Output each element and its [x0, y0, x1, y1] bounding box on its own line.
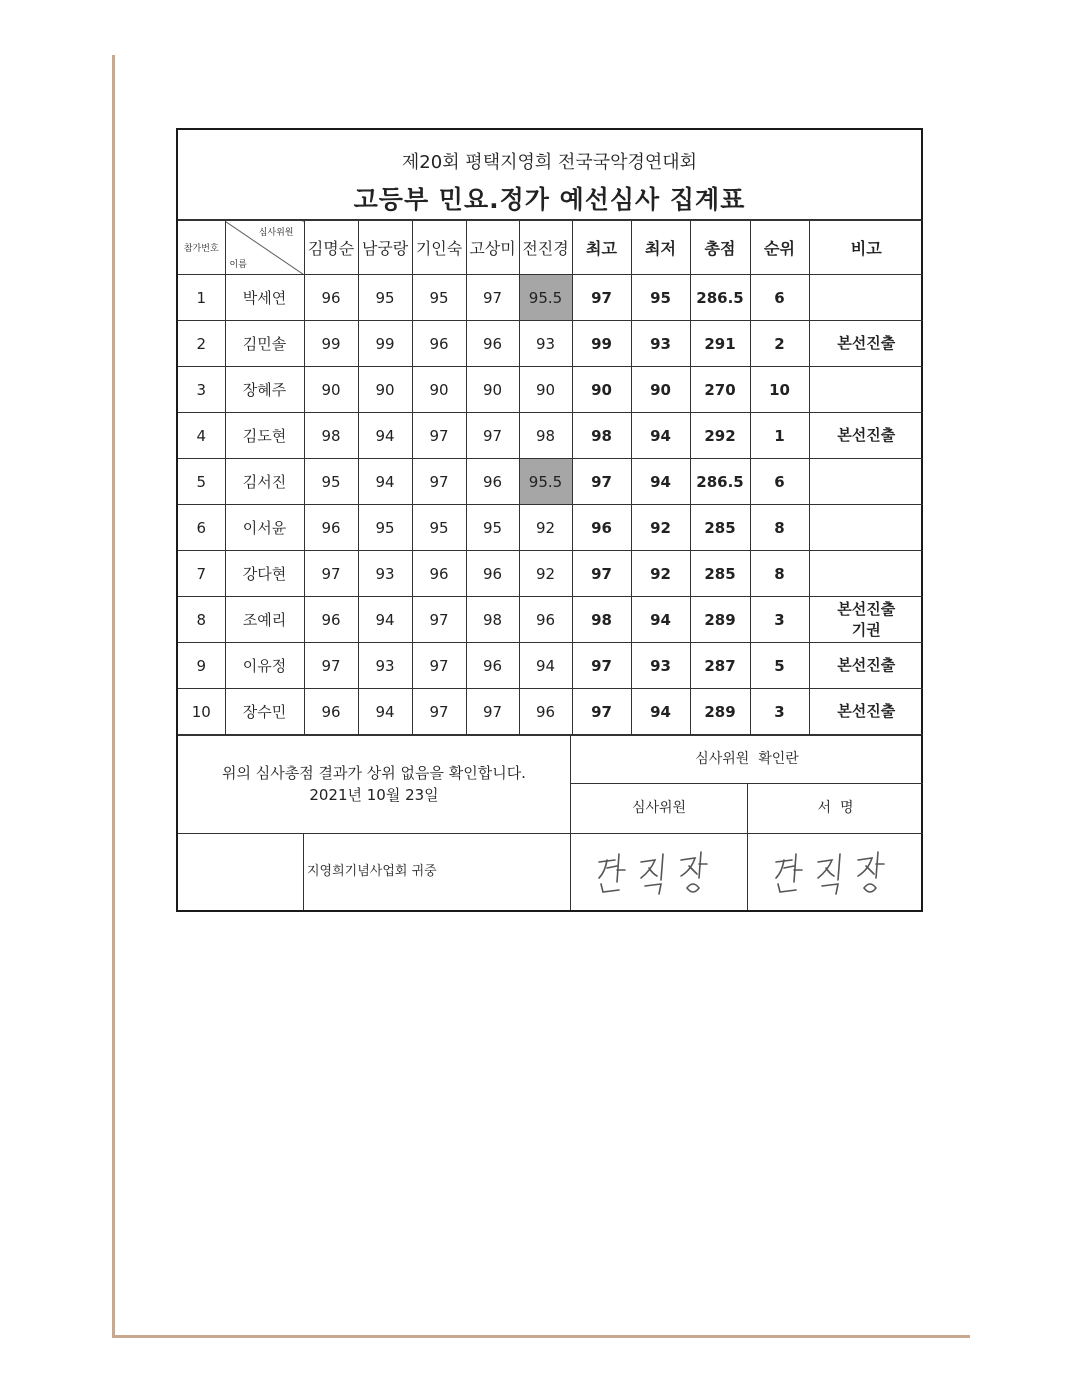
header-number: 참가번호 [178, 221, 225, 275]
total-score: 286.5 [690, 275, 750, 321]
min-score: 94 [631, 413, 690, 459]
judge-score: 97 [304, 551, 358, 597]
note-cell [809, 275, 923, 321]
max-score: 96 [572, 505, 631, 551]
participant-name: 장혜주 [225, 367, 304, 413]
header-diagonal [225, 221, 304, 275]
participant-name: 조예리 [225, 597, 304, 643]
signature-row [178, 833, 923, 910]
participant-name: 박세연 [225, 275, 304, 321]
judge-score: 98 [519, 413, 572, 459]
row-number: 4 [178, 413, 225, 459]
row-number: 1 [178, 275, 225, 321]
judge-score: 94 [358, 459, 412, 505]
judge-score: 96 [466, 643, 519, 689]
header-name-label: 이름 [229, 260, 247, 270]
note-cell [809, 413, 923, 459]
judge-score: 99 [358, 321, 412, 367]
judge-score: 97 [412, 413, 466, 459]
min-score: 94 [631, 597, 690, 643]
rank: 1 [750, 413, 809, 459]
judge-label: 심사위원 [571, 784, 748, 833]
judge-score: 94 [358, 413, 412, 459]
score-table [178, 220, 923, 735]
header-judge: 김명순 [304, 221, 358, 275]
blank-cell [178, 834, 304, 910]
note-cell [809, 459, 923, 505]
confirm-header: 심사위원 확인란 [571, 736, 923, 784]
row-number: 8 [178, 597, 225, 643]
judge-score: 97 [304, 643, 358, 689]
header-judge: 기인숙 [412, 221, 466, 275]
participant-name: 이서윤 [225, 505, 304, 551]
header-judge: 고상미 [466, 221, 519, 275]
participant-name: 장수민 [225, 689, 304, 735]
sign-label: 서 명 [817, 800, 854, 816]
rank: 8 [750, 551, 809, 597]
row-number: 7 [178, 551, 225, 597]
header-max: 최고 [572, 221, 631, 275]
handwritten-name [593, 848, 723, 898]
recipient: 지영희기념사업회 귀중 [304, 834, 571, 910]
judge-score: 96 [466, 321, 519, 367]
max-score: 98 [572, 597, 631, 643]
table-row [178, 643, 923, 689]
judge-score: 96 [412, 551, 466, 597]
rank: 3 [750, 597, 809, 643]
judge-score: 95 [466, 505, 519, 551]
row-number: 3 [178, 367, 225, 413]
document-subtitle: 제20회 평택지영희 전국국악경연대회 [401, 152, 698, 173]
table-header-row [178, 221, 923, 275]
min-score: 94 [631, 689, 690, 735]
judge-score: 97 [466, 689, 519, 735]
statement-text: 위의 심사총점 결과가 상위 없음을 확인합니다. [222, 764, 526, 782]
judge-score: 99 [304, 321, 358, 367]
score-sheet [176, 128, 923, 912]
judge-score: 97 [412, 643, 466, 689]
judge-score: 95 [304, 459, 358, 505]
judge-score: 94 [358, 689, 412, 735]
judge-score: 90 [519, 367, 572, 413]
header-judge: 전진경 [519, 221, 572, 275]
statement-date: 2021년 10월 23일 [309, 786, 439, 804]
rank: 6 [750, 275, 809, 321]
max-score: 97 [572, 459, 631, 505]
note-cell [809, 505, 923, 551]
judge-score: 94 [519, 643, 572, 689]
min-score: 95 [631, 275, 690, 321]
judge-score: 90 [358, 367, 412, 413]
row-number: 10 [178, 689, 225, 735]
row-number: 5 [178, 459, 225, 505]
total-score: 285 [690, 551, 750, 597]
row-number: 2 [178, 321, 225, 367]
min-score: 92 [631, 505, 690, 551]
max-score: 99 [572, 321, 631, 367]
note-cell [809, 367, 923, 413]
judge-score: 90 [304, 367, 358, 413]
header-rank: 순위 [750, 221, 809, 275]
participant-name: 강다현 [225, 551, 304, 597]
participant-name: 이유정 [225, 643, 304, 689]
rank: 5 [750, 643, 809, 689]
title-block [178, 130, 921, 220]
judge-score: 95 [358, 505, 412, 551]
total-score: 292 [690, 413, 750, 459]
note-cell [809, 597, 923, 643]
table-row [178, 505, 923, 551]
note-cell [809, 643, 923, 689]
note-cell [809, 321, 923, 367]
row-number: 9 [178, 643, 225, 689]
judge-score: 95 [412, 275, 466, 321]
row-number: 6 [178, 505, 225, 551]
min-score: 93 [631, 321, 690, 367]
judge-score: 96 [412, 321, 466, 367]
paper-edge-bottom [112, 1335, 970, 1338]
total-score: 285 [690, 505, 750, 551]
judge-score: 97 [412, 459, 466, 505]
header-min: 최저 [631, 221, 690, 275]
judge-score: 96 [519, 689, 572, 735]
judge-score: 96 [304, 275, 358, 321]
rank: 3 [750, 689, 809, 735]
note-text-2: 기권 [851, 620, 881, 639]
judge-score: 92 [519, 551, 572, 597]
header-note: 비고 [809, 221, 923, 275]
note-cell [809, 551, 923, 597]
min-score: 90 [631, 367, 690, 413]
participant-name: 김도현 [225, 413, 304, 459]
table-row [178, 321, 923, 367]
table-row [178, 551, 923, 597]
judge-score: 97 [466, 413, 519, 459]
header-judge: 남궁랑 [358, 221, 412, 275]
judge-score: 93 [358, 551, 412, 597]
judge-score: 93 [358, 643, 412, 689]
judge-score: 96 [304, 505, 358, 551]
max-score: 97 [572, 643, 631, 689]
total-score: 289 [690, 689, 750, 735]
judge-score: 90 [466, 367, 519, 413]
rank: 8 [750, 505, 809, 551]
max-score: 90 [572, 367, 631, 413]
judge-score: 96 [466, 551, 519, 597]
judge-score: 95.5 [519, 459, 572, 505]
note-cell [809, 689, 923, 735]
rank: 2 [750, 321, 809, 367]
min-score: 92 [631, 551, 690, 597]
total-score: 289 [690, 597, 750, 643]
judge-score: 96 [304, 689, 358, 735]
judge-score: 97 [412, 689, 466, 735]
judge-score: 96 [466, 459, 519, 505]
rank: 10 [750, 367, 809, 413]
max-score: 97 [572, 551, 631, 597]
table-row [178, 689, 923, 735]
judge-name-handwritten [571, 834, 748, 910]
judge-score: 98 [466, 597, 519, 643]
table-row [178, 413, 923, 459]
note-text: 본선진출 [837, 656, 896, 674]
total-score: 287 [690, 643, 750, 689]
table-body [178, 275, 923, 735]
note-text: 본선진출 [837, 702, 896, 720]
header-judges-label: 심사위원 [258, 228, 294, 238]
judge-score: 98 [304, 413, 358, 459]
min-score: 93 [631, 643, 690, 689]
participant-name: 김민솔 [225, 321, 304, 367]
total-score: 291 [690, 321, 750, 367]
confirmation-footer [178, 735, 921, 910]
judge-score: 90 [412, 367, 466, 413]
paper-edge-left [112, 55, 115, 1338]
note-text: 본선진출 [837, 599, 896, 618]
judge-score: 95 [412, 505, 466, 551]
header-total: 총점 [690, 221, 750, 275]
table-row [178, 459, 923, 505]
max-score: 97 [572, 689, 631, 735]
min-score: 94 [631, 459, 690, 505]
total-score: 270 [690, 367, 750, 413]
judge-score: 97 [412, 597, 466, 643]
max-score: 98 [572, 413, 631, 459]
statement-cell [178, 736, 571, 833]
note-text: 본선진출 [837, 334, 896, 352]
judge-score: 97 [466, 275, 519, 321]
note-text: 본선진출 [837, 426, 896, 444]
table-row [178, 367, 923, 413]
judge-score: 95 [358, 275, 412, 321]
max-score: 97 [572, 275, 631, 321]
handwritten-signature [770, 848, 900, 898]
judge-score: 94 [358, 597, 412, 643]
signature-cell [748, 834, 923, 910]
judge-score: 95.5 [519, 275, 572, 321]
participant-name: 김서진 [225, 459, 304, 505]
total-score: 286.5 [690, 459, 750, 505]
judge-score: 96 [519, 597, 572, 643]
rank: 6 [750, 459, 809, 505]
table-row [178, 597, 923, 643]
document-title: 고등부 민요.정가 예선심사 집계표 [353, 185, 746, 214]
judge-score: 92 [519, 505, 572, 551]
judge-score: 96 [304, 597, 358, 643]
table-row [178, 275, 923, 321]
judge-score: 93 [519, 321, 572, 367]
